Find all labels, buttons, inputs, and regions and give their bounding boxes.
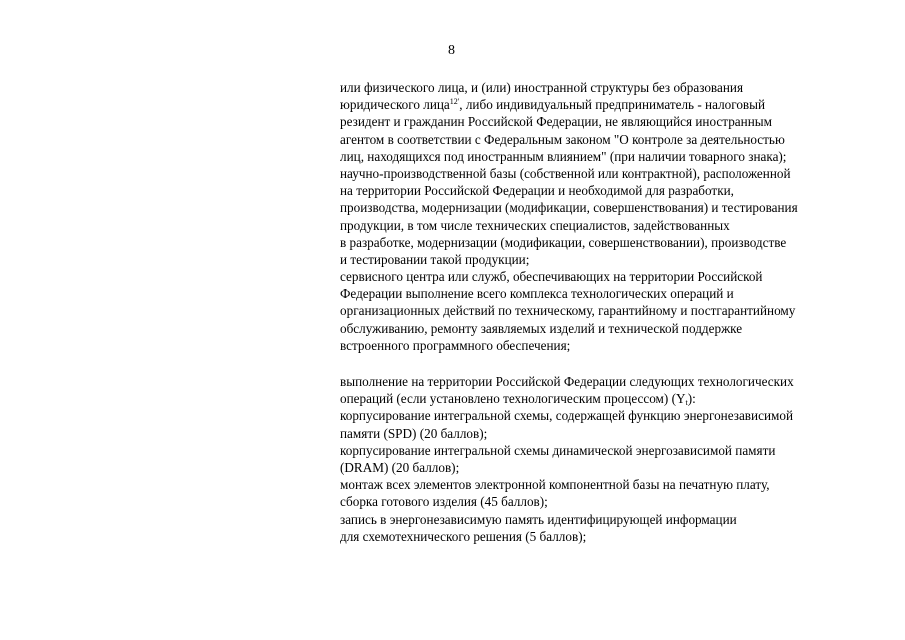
text-line: встроенного программного обеспечения; <box>340 337 571 353</box>
text-line: памяти (SPD) (20 баллов); <box>340 425 488 441</box>
text-line: обслуживанию, ремонту заявляемых изделий и технической поддержке <box>340 320 743 336</box>
document-paragraph-operations <box>340 373 895 545</box>
text-line: научно-производственной базы (собственной или контрактной), расположенной <box>340 165 791 181</box>
document-paragraph-requirements <box>340 79 895 354</box>
text-line: запись в энергонезависимую память идентифицирующей информации <box>340 511 737 527</box>
text-line: сборка готового изделия (45 баллов); <box>340 494 548 510</box>
text-fragment: , либо индивидуальный предприниматель - налоговый <box>459 97 766 113</box>
text-line: корпусирование интегральной схемы динамической энергозависимой памяти <box>340 442 776 458</box>
text-line: и тестировании такой продукции; <box>340 251 530 267</box>
text-fragment: операций (если установлено технологическим процессом) (Y <box>340 391 686 407</box>
footnote-marker: 12' <box>449 97 460 107</box>
text-fragment: юридического лица <box>340 97 450 113</box>
subscript-marker: t <box>685 398 688 408</box>
text-line: или физического лица, и (или) иностранной структуры без образования <box>340 80 744 95</box>
text-line: выполнение на территории Российской Федерации следующих технологических <box>340 374 794 389</box>
text-fragment: ): <box>687 391 696 407</box>
text-line: резидент и гражданин Российской Федерации, не являющийся иностранным <box>340 114 772 130</box>
text-line-with-footnote <box>340 96 895 113</box>
text-line: лиц, находящихся под иностранным влиянием" (при наличии товарного знака); <box>340 148 787 164</box>
text-line: агентом в соответствии с Федеральным законом "О контроле за деятельностью <box>340 131 785 147</box>
text-line: (DRAM) (20 баллов); <box>340 459 460 475</box>
text-line: на территории Российской Федерации и необходимой для разработки, <box>340 183 734 199</box>
text-line-with-subscript <box>340 390 895 407</box>
text-line: корпусирование интегральной схемы, содержащей функцию энергонезависимой <box>340 408 793 424</box>
text-line: монтаж всех элементов электронной компонентной базы на печатную плату, <box>340 477 770 493</box>
page-number: 8 <box>448 43 455 58</box>
text-line: Федерации выполнение всего комплекса технологических операций и <box>340 286 734 302</box>
text-line: производства, модернизации (модификации, совершенствования) и тестирования <box>340 200 798 216</box>
text-line: для схемотехнического решения (5 баллов); <box>340 528 587 544</box>
text-line: продукции, в том числе технических специалистов, задействованных <box>340 217 730 233</box>
text-line: в разработке, модернизации (модификации, совершенствовании), производстве <box>340 234 787 250</box>
text-line: сервисного центра или служб, обеспечивающих на территории Российской <box>340 269 763 285</box>
text-line: организационных действий по техническому, гарантийному и постгарантийному <box>340 303 796 319</box>
